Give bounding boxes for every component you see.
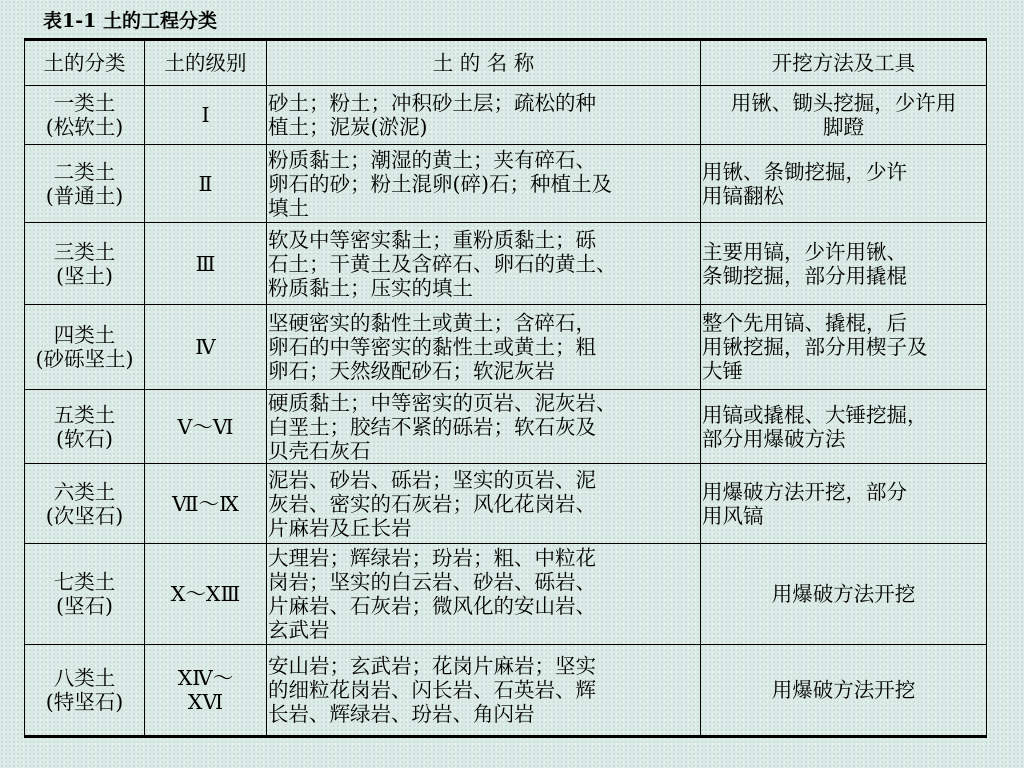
soil-name-cell-line: 卵石的中等密实的黏性土或黄土；粗 xyxy=(268,335,596,359)
soil-name-cell xyxy=(267,86,701,145)
soil-grade-cell-line: Ⅳ xyxy=(195,335,216,359)
soil-class-cell-line: 八类土 xyxy=(53,666,116,690)
soil-grade-cell xyxy=(145,86,267,145)
soil-grade-cell xyxy=(145,145,267,223)
excavation-method-cell-line: 整个先用镐、撬棍，后 xyxy=(702,311,907,335)
soil-name-cell-line: 卵石；天然级配砂石；软泥灰岩 xyxy=(268,359,555,383)
excavation-method-cell-line: 大锤 xyxy=(702,359,743,383)
soil-class-cell xyxy=(25,464,145,544)
table-caption: 表1-1 土的工程分类 xyxy=(43,10,217,32)
soil-class-cell-line: 六类土 xyxy=(53,479,116,504)
soil-grade-cell xyxy=(145,223,267,305)
soil-name-cell-line: 岗岩；坚实的白云岩、砂岩、砾岩、 xyxy=(268,570,596,594)
soil-grade-cell-line: Ⅲ xyxy=(195,251,216,276)
table-row xyxy=(25,390,987,464)
header-row xyxy=(25,40,987,86)
excavation-method-cell-line: 用爆破方法开挖 xyxy=(771,678,916,702)
soil-class-cell-line: (松软土) xyxy=(45,115,124,139)
soil-name-cell-line: 大理岩；辉绿岩；玢岩；粗、中粒花 xyxy=(268,546,596,570)
soil-name-cell-line: 玄武岩 xyxy=(268,618,330,642)
soil-grade-cell-line: Ⅱ xyxy=(198,171,213,196)
soil-grade-cell-line: Ⅶ～Ⅸ xyxy=(172,491,239,516)
soil-grade-cell-line: ⅩⅣ～ xyxy=(177,666,234,690)
soil-class-cell-line: 二类土 xyxy=(53,159,116,184)
table-row xyxy=(25,223,987,305)
soil-class-cell-line: (坚石) xyxy=(56,594,113,618)
soil-grade-cell-line: ⅩⅥ xyxy=(187,690,224,714)
soil-name-cell xyxy=(267,390,701,464)
table-row xyxy=(25,544,987,645)
excavation-method-cell-line: 主要用镐，少许用锹、 xyxy=(702,239,907,264)
soil-grade-cell xyxy=(145,390,267,464)
soil-class-cell-line: (次坚石) xyxy=(45,503,124,528)
soil-class-cell-line: 三类土 xyxy=(53,239,116,264)
excavation-method-cell xyxy=(701,86,987,145)
soil-grade-cell-line: Ⅴ～Ⅵ xyxy=(177,414,234,439)
soil-name-cell-line: 片麻岩及丘长岩 xyxy=(268,515,412,540)
excavation-method-cell-line: 脚蹬 xyxy=(823,115,864,139)
soil-class-cell xyxy=(25,86,145,145)
soil-name-cell xyxy=(267,145,701,223)
soil-class-cell xyxy=(25,390,145,464)
soil-name-cell-line: 植土；泥炭(淤泥) xyxy=(268,115,428,139)
excavation-method-cell-line: 用风镐 xyxy=(702,503,764,528)
soil-name-cell-line: 长岩、辉绿岩、玢岩、角闪岩 xyxy=(268,702,535,726)
soil-class-cell-line: (普通土) xyxy=(45,183,124,208)
excavation-method-cell-line: 用爆破方法开挖 xyxy=(771,582,916,606)
excavation-method-cell-line: 用镐或撬棍、大锤挖掘， xyxy=(702,402,928,427)
soil-name-cell-line: 坚硬密实的黏性土或黄土；含碎石， xyxy=(268,311,596,335)
soil-class-cell xyxy=(25,145,145,223)
header-grade: 土的级别 xyxy=(145,40,267,86)
soil-grade-cell-line: Ⅰ xyxy=(201,103,210,127)
excavation-method-cell xyxy=(701,223,987,305)
soil-grade-cell xyxy=(145,464,267,544)
excavation-method-cell-line: 用锹挖掘，部分用楔子及 xyxy=(702,335,928,359)
soil-name-cell-line: 安山岩；玄武岩；花岗片麻岩；坚实 xyxy=(268,654,596,678)
soil-class-cell-line: (软石) xyxy=(56,426,113,451)
excavation-method-cell-line: 条锄挖掘，部分用撬棍 xyxy=(702,263,907,288)
table-row xyxy=(25,305,987,390)
soil-class-cell-line: 一类土 xyxy=(53,91,116,115)
soil-name-cell xyxy=(267,464,701,544)
table-row xyxy=(25,86,987,145)
excavation-method-cell-line: 部分用爆破方法 xyxy=(702,426,846,451)
excavation-method-cell xyxy=(701,464,987,544)
header-soil-name: 土 的 名 称 xyxy=(267,40,701,86)
soil-name-cell-line: 砂土；粉土；冲积砂土层；疏松的种 xyxy=(268,91,596,115)
soil-name-cell-line: 石土；干黄土及含碎石、卵石的黄土、 xyxy=(268,251,617,276)
soil-grade-cell xyxy=(145,305,267,390)
soil-name-cell-line: 卵石的砂；粉土混卵(碎)石；种植土及 xyxy=(268,171,612,196)
soil-grade-cell xyxy=(145,645,267,737)
soil-name-cell-line: 粉质黏土；潮湿的黄土；夹有碎石、 xyxy=(268,147,596,172)
soil-class-cell-line: (坚土) xyxy=(56,263,113,288)
soil-class-cell-line: (特坚石) xyxy=(45,690,124,714)
soil-name-cell-line: 粉质黏土；压实的填土 xyxy=(268,275,473,300)
excavation-method-cell-line: 用镐翻松 xyxy=(702,183,784,208)
soil-class-cell-line: 七类土 xyxy=(53,570,116,594)
soil-name-cell-line: 灰岩、密实的石灰岩；风化花岗岩、 xyxy=(268,491,596,516)
table-row xyxy=(25,645,987,737)
soil-class-cell xyxy=(25,305,145,390)
soil-name-cell-line: 片麻岩、石灰岩；微风化的安山岩、 xyxy=(268,594,596,618)
soil-name-cell xyxy=(267,223,701,305)
excavation-method-cell xyxy=(701,544,987,645)
soil-name-cell-line: 硬质黏土；中等密实的页岩、泥灰岩、 xyxy=(268,390,617,415)
table-row xyxy=(25,464,987,544)
soil-name-cell-line: 软及中等密实黏土；重粉质黏土；砾 xyxy=(268,227,596,252)
soil-class-cell-line: (砂砾坚土) xyxy=(35,347,134,371)
soil-name-cell xyxy=(267,305,701,390)
soil-grade-cell xyxy=(145,544,267,645)
header-excavation-method: 开挖方法及工具 xyxy=(701,40,987,86)
soil-class-cell-line: 五类土 xyxy=(53,402,116,427)
excavation-method-cell-line: 用锹、条锄挖掘，少许 xyxy=(702,159,907,184)
soil-name-cell-line: 白垩土；胶结不紧的砾岩；软石灰及 xyxy=(268,414,596,439)
table-row xyxy=(25,145,987,223)
soil-classification-table xyxy=(24,38,987,738)
soil-name-cell-line: 填土 xyxy=(268,195,309,220)
excavation-method-cell-line: 用锹、锄头挖掘，少许用 xyxy=(730,91,957,115)
excavation-method-cell-line: 用爆破方法开挖，部分 xyxy=(702,479,907,504)
soil-name-cell-line: 泥岩、砂岩、砾岩；坚实的页岩、泥 xyxy=(268,467,596,492)
soil-name-cell-line: 的细粒花岗岩、闪长岩、石英岩、辉 xyxy=(268,678,596,702)
soil-name-cell xyxy=(267,544,701,645)
soil-class-cell xyxy=(25,645,145,737)
soil-class-cell-line: 四类土 xyxy=(53,323,116,347)
excavation-method-cell xyxy=(701,145,987,223)
soil-name-cell xyxy=(267,645,701,737)
soil-grade-cell-line: Ⅹ～ⅩⅢ xyxy=(170,582,241,606)
excavation-method-cell xyxy=(701,390,987,464)
excavation-method-cell xyxy=(701,645,987,737)
excavation-method-cell xyxy=(701,305,987,390)
soil-class-cell xyxy=(25,544,145,645)
soil-name-cell-line: 贝壳石灰石 xyxy=(268,438,371,463)
header-classification: 土的分类 xyxy=(25,40,145,86)
soil-class-cell xyxy=(25,223,145,305)
